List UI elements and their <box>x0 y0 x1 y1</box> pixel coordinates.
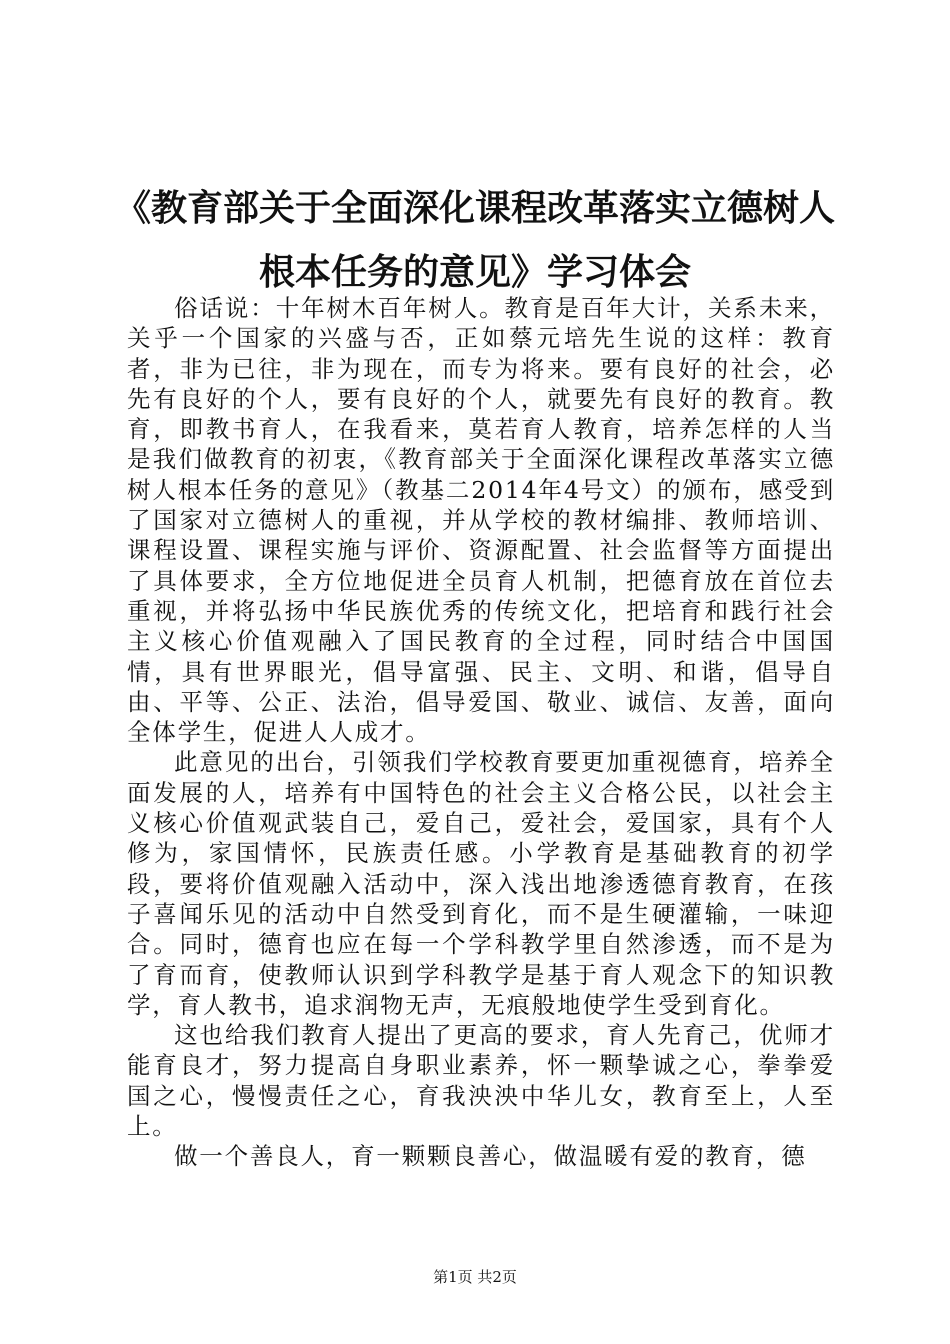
title-line-1: 《教育部关于全面深化课程改革落实立德树人 <box>114 187 835 229</box>
paragraph-1: 俗话说：十年树木百年树人。教育是百年大计，关系未来，关乎一个国家的兴盛与否，正如蔡元培先生说的这样：教育者，非为已往，非为现在，而专为将来。要有良好的社会，必先有良好的个人，要有良好的个人，就要先有良好的教育。教育，即教书育人，在我看来，莫若育人教育，培养怎样的人当是我们做教育的初衷，《教育部关于全面深化课程改革落实立德树人根本任务的意见》（教基二2014年4号文）的颁布，感受到了国家对立德树人的重视，并从学校的教材编排、教师培训、课程设置、课程实施与评价、资源配置、社会监督等方面提出了具体要求，全方位地促进全员育人机制，把德育放在首位去重视，并将弘扬中华民族优秀的传统文化，把培育和践行社会主义核心价值观融入了国民教育的全过程，同时结合中国国情，具有世界眼光，倡导富强、民主、文明、和谐，倡导自由、平等、公正、法治，倡导爱国、敬业、诚信、友善，面向全体学生，促进人人成才。 <box>127 294 835 747</box>
paragraph-4: 做一个善良人，育一颗颗良善心，做温暖有爱的教育，德 <box>174 1142 807 1171</box>
document-title <box>110 176 840 304</box>
paragraph-2: 此意见的出台，引领我们学校教育要更加重视德育，培养全面发展的人，培养有中国特色的社会主义合格公民，以社会主义核心价值观武装自己，爱自己，爱社会，爱国家，具有个人修为，家国情怀，民族责任感。小学教育是基础教育的初学段，要将价值观融入活动中，深入浅出地渗透德育教育，在孩子喜闻乐见的活动中自然受到育化，而不是生硬灌输，一味迎合。同时，德育也应在每一个学科教学里自然渗透，而不是为了育而育，使教师认识到学科教学是基于育人观念下的知识教学，育人教书，追求润物无声，无痕般地使学生受到育化。 <box>127 748 835 1019</box>
title-line-2: 根本任务的意见》学习体会 <box>258 251 691 293</box>
page-footer: 第1页 共2页 <box>433 1268 517 1286</box>
paragraph-3: 这也给我们教育人提出了更高的要求，育人先育己，优师才能育良才，努力提高自身职业素养，怀一颗挚诚之心，拳拳爱国之心，慢慢责任之心，育我泱泱中华儿女，教育至上，人至上。 <box>127 1021 835 1141</box>
document-body <box>127 293 835 1172</box>
